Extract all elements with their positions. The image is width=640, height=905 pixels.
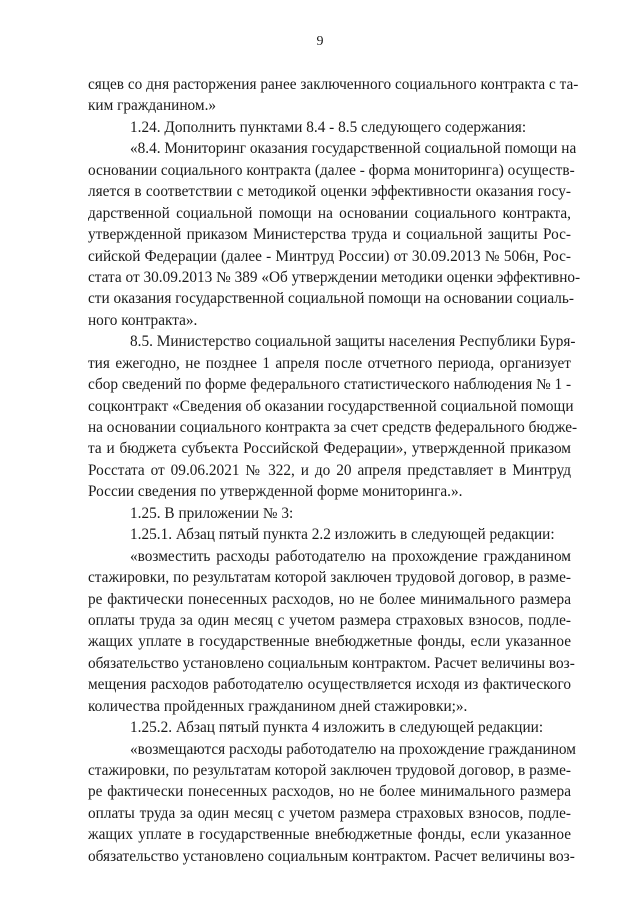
- text-line: дарственной социальной помощи на основании социального контракта,: [88, 204, 571, 222]
- page-number: 9: [316, 34, 324, 49]
- text-line: сти оказания государственной социальной помощи на основании социаль-: [88, 290, 574, 308]
- text-line: ким гражданином.»: [88, 97, 217, 115]
- text-line: утвержденной приказом Министерства труда и социальной защиты Рос-: [88, 226, 571, 244]
- text-line: жащих уплате в государственные внебюджетные фонды, если указанное: [88, 826, 571, 844]
- text-line: России сведения по утвержденной форме мониторинга.».: [88, 483, 463, 501]
- text-line: на основании социального контракта за счет средств федерального бюдже-: [88, 419, 578, 436]
- text-line: «8.4. Мониторинг оказания государственной социальной помощи на: [130, 140, 577, 158]
- text-line: «возмещаются расходы работодателю на прохождение гражданином: [130, 740, 576, 758]
- text-line: основании социального контракта (далее - форма мониторинга) осуществ-: [88, 161, 575, 179]
- text-line: сийской Федерации (далее - Минтруд России) от 30.09.2013 № 506н, Рос-: [88, 247, 571, 265]
- text-line: ре фактически понесенных расходов, но не более минимального размера: [88, 590, 571, 608]
- text-line: 1.25. В приложении № 3:: [130, 504, 294, 522]
- text-line: соцконтракт «Сведения об оказании государственной социальной помощи: [88, 397, 574, 415]
- text-line: количества пройденных гражданином дней стажировки;».: [88, 697, 468, 715]
- text-line: стажировки, по результатам которой заключен трудовой договор, в разме-: [88, 762, 571, 779]
- text-line: мещения расходов работодателю осуществляется исходя из фактического: [88, 676, 571, 694]
- text-line: ре фактически понесенных расходов, но не более минимального размера: [88, 783, 571, 801]
- text-line: Росстата от 09.06.2021 № 322, и до 20 апреля представляет в Минтруд: [88, 461, 571, 479]
- text-line: сяцев со дня расторжения ранее заключенного социального контракта с та-: [88, 76, 579, 93]
- text-line: 1.25.1. Абзац пятый пункта 2.2 изложить в следующей редакции:: [130, 526, 555, 544]
- text-line: стажировки, по результатам которой заключен трудовой договор, в разме-: [88, 569, 571, 587]
- text-line: обязательство установлено социальным контрактом. Расчет величины воз-: [88, 654, 575, 672]
- text-line: «возместить расходы работодателю на прохождение гражданином: [130, 547, 571, 565]
- text-line: стата от 30.09.2013 № 389 «Об утверждении методики оценки эффективно-: [88, 268, 581, 286]
- document-body: [88, 74, 581, 867]
- text-line: та и бюджета субъекта Российской Федерации», утвержденной приказом: [88, 440, 571, 458]
- text-line: жащих уплате в государственные внебюджетные фонды, если указанное: [88, 633, 571, 651]
- text-line: 1.24. Дополнить пунктами 8.4 - 8.5 следующего содержания:: [130, 118, 527, 136]
- text-line: ляется в соответствии с методикой оценки эффективности оказания госу-: [88, 183, 571, 201]
- text-line: оплаты труда за один месяц с учетом размера страховых взносов, подле-: [88, 611, 571, 629]
- text-line: 1.25.2. Абзац пятый пункта 4 изложить в следующей редакции:: [130, 719, 544, 737]
- text-line: сбор сведений по форме федерального статистического наблюдения № 1 -: [88, 376, 572, 394]
- text-line: оплаты труда за один месяц с учетом размера страховых взносов, подле-: [88, 804, 571, 822]
- text-line: 8.5. Министерство социальной защиты населения Республики Буря-: [130, 333, 576, 351]
- text-line: обязательство установлено социальным контрактом. Расчет величины воз-: [88, 847, 575, 865]
- text-line: тия ежегодно, не позднее 1 апреля после отчетного периода, организует: [88, 354, 571, 372]
- text-line: ного контракта».: [88, 311, 198, 329]
